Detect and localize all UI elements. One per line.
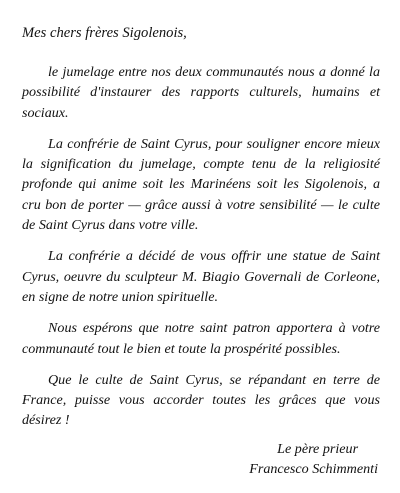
salutation: Mes chers frères Sigolenois, [22,25,187,41]
paragraph-hope: Nous espérons que notre saint patron apportera à votre communauté tout le bien et toute la prospérité possibles. [22,320,380,357]
signature-block [249,439,378,479]
paragraph-twinning: le jumelage entre nos deux communautés nous a donné la possibilité d'instaurer des rapports culturels, humains et sociaux. [22,64,380,121]
paragraph-blessing: Que le culte de Saint Cyrus, se répandant en terre de France, puisse vous accorder toutes les grâces que vous désirez ! [22,371,380,429]
signature-title: Le père prieur [277,441,359,457]
letter-body [22,24,380,441]
signature-name: Francesco Schimmenti [249,461,378,477]
paragraph-statue-gift: La confrérie a décidé de vous offrir une statue de Saint Cyrus, oeuvre du sculpteur M. Biagio Governali de Corleone, en signe de notre union spirituelle. [22,248,380,305]
paragraph-confraternity: La confrérie de Saint Cyrus, pour souligner encore mieux la signification du jumelage, compte tenu de la religiosité profonde qui anime soit les Marinéens soit les Sigolenois, a cru bon de porter — grâce aussi à votre sensibilité — le culte de Saint Cyrus dans votre ville. [22,135,380,234]
